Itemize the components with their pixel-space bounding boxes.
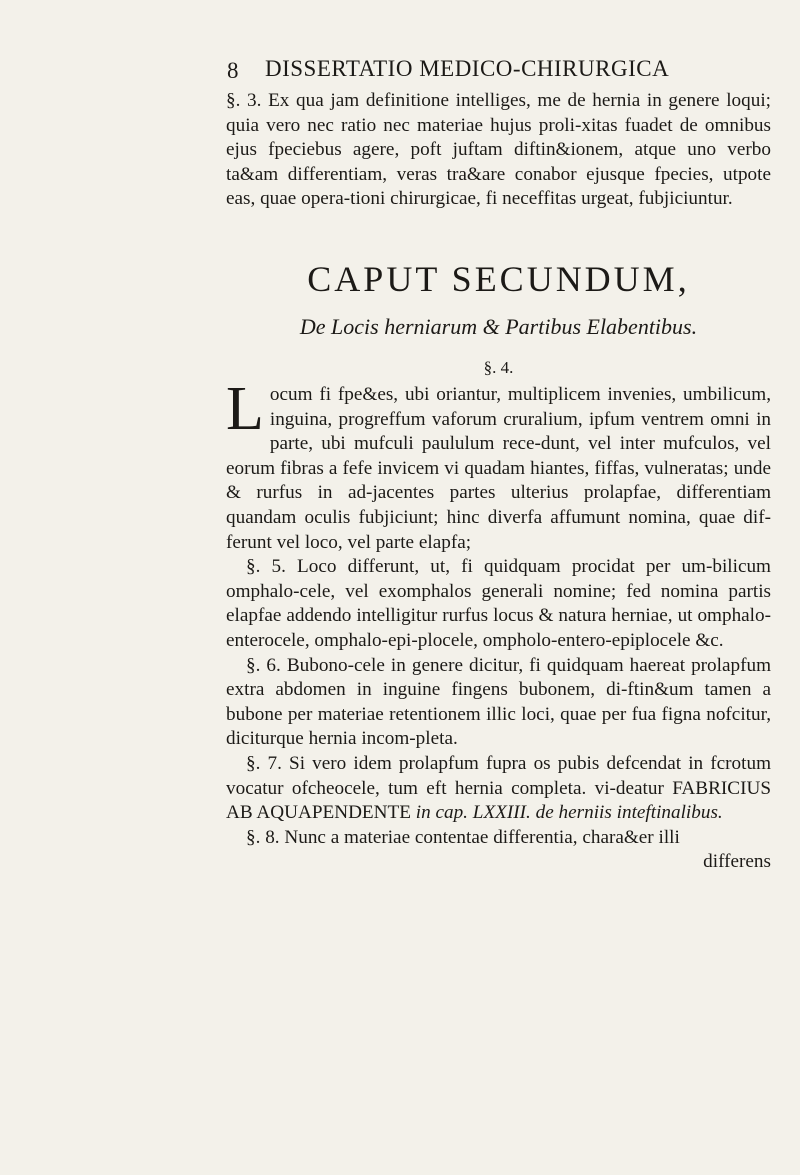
paragraph-5: §. 5. Loco differunt, ut, fi quidquam procidat per um-bilicum omphalo-cele, vel exomphalos generali nomine; fed nomina partis elapfae addendo intelligitur rurfus locus & natura herniae, ut omphalo-enterocele, omphalo-epi-plocele, ompholo-entero-epiplocele &c. — [226, 556, 771, 651]
paragraph-4 — [226, 375, 771, 555]
running-head — [227, 56, 767, 90]
intro-paragraph-block — [226, 89, 771, 212]
drop-cap: L — [226, 375, 264, 443]
chapter-body — [226, 375, 771, 875]
page-number: 8 — [227, 58, 239, 83]
section-mark: §. 4. — [483, 358, 514, 377]
chapter-subtitle: De Locis herniarum & Partibus Elabentibus. — [299, 314, 698, 339]
intro-paragraph: §. 3. Ex qua jam definitione intelliges, me de hernia in genere loqui; quia vero nec ratio nec materiae hujus proli-xitas fuadet de omnibus ejus fpeciebus agere, poft juftam diftin&ionem, atque uno verbo ta&am differentiam, veras tra&are conabor ejusque fpecies, utpote eas, quae opera-tioni chirurgicae, fi neceffitas urgeat, fubjiciuntur. — [226, 90, 771, 210]
chapter-title: CAPUT SECUNDUM, — [307, 259, 690, 299]
paragraph-8: §. 8. Nunc a materiae contentae differentia, chara&er illi — [246, 826, 680, 848]
paragraph-7-reference: in cap. LXXIII. de herniis inteftinalibus. — [415, 802, 723, 824]
running-title: DISSERTATIO MEDICO-CHIRURGICA — [265, 56, 670, 81]
paragraph-6: §. 6. Bubono-cele in genere dicitur, fi quidquam haereat prolapfum extra abdomen in inguine fingens bubonem, di-ftin&um tamen a bubone per materiae retentionem illic loci, quae per fua figna nofcitur, diciturque hernia incom-pleta. — [226, 654, 771, 750]
paragraph-4-text: ocum fi fpe&es, ubi oriantur, multiplicem invenies, umbilicum, inguina, progreffum vaforum cruralium, ipfum ventrem omni in parte, ubi mufculi paululum rece-dunt, vel inter mufculos, vel eorum fibras a fefe invicem vi quadam hiantes, fiffas, vulneratas; unde & rurfus in ad-jacentes partes ulterius prolapfae, differentiam quandam oculis fubjiciunt; hinc diverfa affumunt nomina, quae dif-ferunt vel loco, vel parte elapfa; — [226, 384, 771, 553]
paragraph-7 — [226, 752, 771, 826]
paragraph-7-text: §. 7. Si vero idem prolapfum fupra os pubis defcendat in fcrotum vocatur ofcheocele, tum eft hernia completa. vi-deatur FABRICIUS AB AQUAPENDENTE — [226, 752, 771, 824]
catchword: differens — [703, 851, 771, 873]
